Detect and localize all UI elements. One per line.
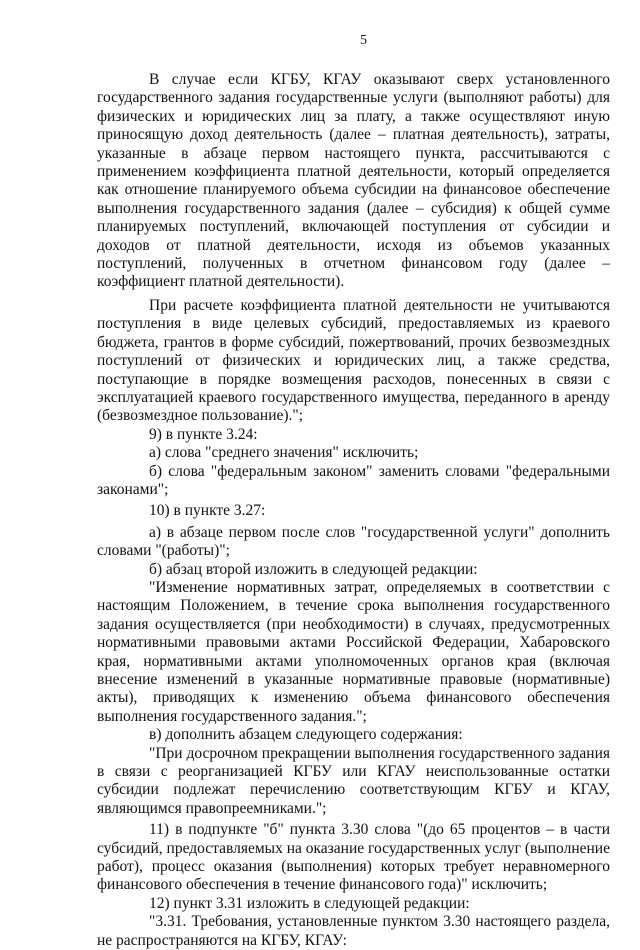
paragraph-paid-activity-coefficient: В случае если КГБУ, КГАУ оказывают сверх установленного государственного задания государственные услуги (выполняют работы) для физических и юридических лиц за плату, а также осуществляют иную приносящую доход деятельность (далее – платная деятельность), затраты, указанные в абзаце первом настоящего пункта, рассчитываются с применением коэффициента платной деятельности, который определяется как отношение планируемого объема субсидии на финансовое обеспечение выполнения государственного задания (далее – субсидия) к общей сумме планируемых поступлений, включающей поступления от субсидии и доходов от платной деятельности, исходя из объемов указанных поступлений, полученных в отчетном финансовом году (далее – коэффициент платной деятельности). [97,71,610,291]
item-10v: в) дополнить абзацем следующего содержания: [149,726,463,744]
item-10a: а) в абзаце первом после слов "государственной услуги" дополнить словами "(работы)"; [97,523,610,560]
item-11: 11) в подпункте "б" пункта 3.30 слова "(до 65 процентов – в части субсидий, предоставляемых на оказание государственных услуг (выполнение работ), процесс оказания (выполнения) которых требует неравномерного финансового обеспечения в течение финансового года)" исключить; [97,821,610,894]
quote-early-termination: "При досрочном прекращении выполнения государственного задания в связи с реорганизацией КГБУ или КГАУ неиспользованные остатки субсидии подлежат перечислению соответствующим КГБУ и КГАУ, являющимся правопреемниками."; [97,744,610,817]
quote-normative-costs-change: "Изменение нормативных затрат, определяемых в соответствии с настоящим Положением, в течение срока выполнения государственного задания осуществляется (при необходимости) в случаях, предусмотренных нормативными правовыми актами Российской Федерации, Хабаровского края, нормативными актами уполномоченных органов края (включая внесение изменений в указанные нормативные правовые (нормативные) акты), приводящих к изменению объема финансового обеспечения выполнения государственного задания."; [97,578,610,725]
item-12-heading: 12) пункт 3.31 изложить в следующей редакции: [149,894,470,912]
item-10-heading: 10) в пункте 3.27: [149,502,266,520]
item-9b: б) слова "федеральным законом" заменить словами "федеральными законами"; [97,462,610,498]
item-9a: а) слова "среднего значения" исключить; [149,444,419,462]
item-9-heading: 9) в пункте 3.24: [149,425,258,443]
page-number: 5 [360,33,367,48]
paragraph-coefficient-exclusions: При расчете коэффициента платной деятельности не учитываются поступления в виде целевых субсидий, предоставляемых из краевого бюджета, грантов в форме субсидий, пожертвований, прочих безвозмездных поступлений от физических и юридических лиц, а также средства, поступающие в порядке возмещения расходов, понесенных в связи с эксплуатацией краевого государственного имущества, переданного в аренду (безвозмездное пользование)."; [97,296,610,425]
item-10b: б) абзац второй изложить в следующей редакции: [149,560,478,578]
quote-3-31-requirements: "3.31. Требования, установленные пунктом 3.30 настоящего раздела, не распространяются на КГБУ, КГАУ: [97,913,610,949]
document-body [97,71,610,950]
